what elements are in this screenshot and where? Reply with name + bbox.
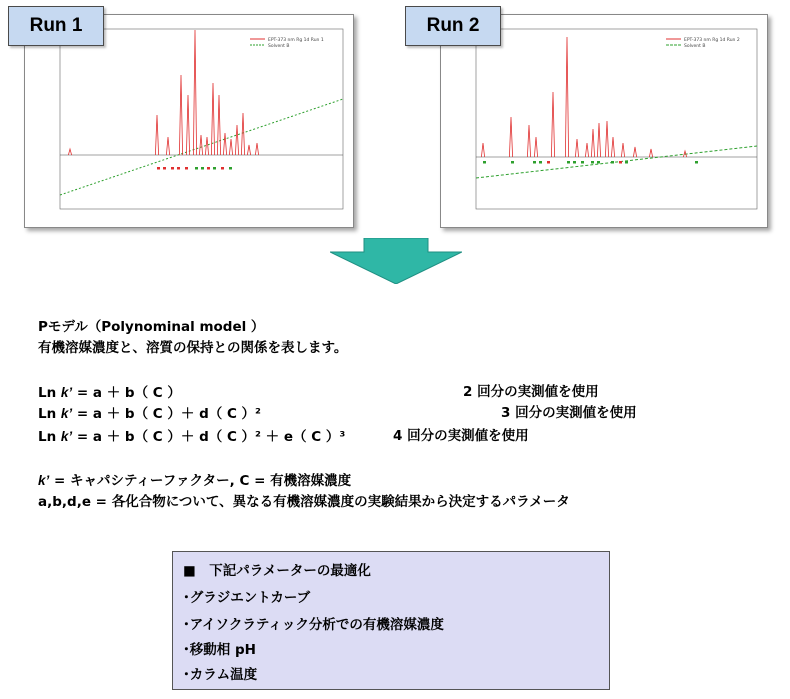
peak (193, 30, 196, 155)
peak-marker (619, 161, 622, 164)
optimization-item-gradient-curve: ･グラジエントカーブ (183, 590, 311, 606)
peak (235, 125, 238, 155)
peak (217, 95, 220, 155)
chromatogram-run1-plot (25, 15, 353, 227)
optimization-item-mobile-phase-ph: ･移動相 pH (183, 642, 256, 658)
peak-marker (229, 167, 232, 170)
legend-entry-signal: EPT-373 nm Rg 1d Run 1 (268, 38, 324, 43)
peak-marker (581, 161, 584, 164)
definition-parameters: a,b,d,e = 各化合物について、異なる有機溶媒濃度の実験結果から決定するパラメータ (38, 494, 570, 510)
equation-3-note: 4 回分の実測値を使用 (393, 428, 529, 444)
run1-label (8, 6, 104, 46)
peak-marker (533, 161, 536, 164)
optimization-box-title: ■ 下記パラメーターの最適化 (183, 563, 371, 579)
peak-marker (177, 167, 180, 170)
peak-marker (195, 167, 198, 170)
chromatogram-run2 (440, 14, 768, 228)
definition-k-rest: = キャパシティーファクター, C = 有機溶媒濃度 (49, 473, 352, 489)
peak-marker (163, 167, 166, 170)
peak (255, 143, 258, 155)
equation-2-prefix: Ln (38, 406, 61, 422)
equation-2 (38, 407, 261, 422)
peak (205, 137, 208, 155)
peak (605, 121, 608, 157)
peak (649, 149, 652, 157)
run2-label-text: Run 2 (426, 15, 480, 36)
equation-2-note: 3 回分の実測値を使用 (501, 405, 637, 421)
equation-2-rest: = a ＋ b（ C ）＋ d（ C ）² (72, 406, 261, 422)
chromatogram-run2-plot (441, 15, 767, 227)
chromatogram-run1 (24, 14, 354, 228)
definition-k-symbol: k’ (38, 473, 50, 488)
peak-marker (625, 161, 628, 164)
optimization-item-column-temperature: ･カラム温度 (183, 667, 258, 683)
peak-marker (695, 161, 698, 164)
peak (155, 115, 158, 155)
equation-3 (38, 430, 345, 445)
peak (633, 147, 636, 157)
peak (241, 113, 244, 155)
peak-marker (171, 167, 174, 170)
definition-k-c (38, 474, 351, 489)
run1-label-text: Run 1 (29, 15, 83, 36)
legend-entry-gradient: Solvent B (684, 44, 706, 49)
gradient-line (476, 146, 757, 178)
peak (597, 123, 600, 157)
peak-marker (597, 161, 600, 164)
peak (179, 75, 182, 155)
peak-marker (483, 161, 486, 164)
equation-1-prefix: Ln (38, 385, 61, 401)
peak-marker (567, 161, 570, 164)
optimization-box (172, 551, 610, 690)
peak-marker (185, 167, 188, 170)
legend-entry-signal: EPT-373 nm Rg 1d Run 2 (684, 38, 740, 43)
equation-1-note: 2 回分の実測値を使用 (463, 384, 599, 400)
peak (565, 37, 568, 157)
peaks-group (481, 37, 686, 157)
peak (211, 83, 214, 155)
peak (621, 143, 624, 157)
peak (166, 137, 169, 155)
down-arrow-icon (330, 238, 462, 284)
equation-1-rest: = a ＋ b（ C ） (72, 385, 181, 401)
peak (611, 137, 614, 157)
peak (199, 135, 202, 155)
peak (481, 143, 484, 157)
peak-marker (157, 167, 160, 170)
plot-area (476, 29, 757, 209)
model-title: Pモデル（Polynominal model ） (38, 319, 265, 335)
run2-label (405, 6, 501, 46)
peak (551, 92, 554, 157)
peak-marker (207, 167, 210, 170)
peak (186, 95, 189, 155)
peak (223, 133, 226, 155)
peak-marker (611, 161, 614, 164)
equation-1-k: k’ (60, 385, 73, 400)
peak (591, 129, 594, 157)
optimization-item-isocratic-solvent: ･アイソクラティック分析での有機溶媒濃度 (183, 617, 444, 633)
peak (575, 139, 578, 157)
peak (247, 145, 250, 155)
peak-marker (547, 161, 550, 164)
peak-markers (483, 161, 698, 164)
peaks-group (68, 30, 258, 155)
peak-marker (539, 161, 542, 164)
peak-marker (213, 167, 216, 170)
peak (509, 117, 512, 157)
peak-marker (591, 161, 594, 164)
model-description: 有機溶媒濃度と、溶質の保持との関係を表します。 (38, 340, 348, 356)
plot-area (60, 29, 343, 209)
equation-3-prefix: Ln (38, 429, 61, 445)
peak-marker (221, 167, 224, 170)
peak-markers (157, 167, 232, 170)
legend-entry-gradient: Solvent B (268, 44, 290, 49)
equation-3-k: k’ (60, 429, 73, 444)
peak (534, 137, 537, 157)
peak-marker (511, 161, 514, 164)
peak (68, 149, 71, 155)
peak (527, 125, 530, 157)
peak (585, 143, 588, 157)
equation-1 (38, 386, 181, 401)
peak-marker (201, 167, 204, 170)
peak-marker (573, 161, 576, 164)
gradient-line (60, 99, 343, 195)
equation-2-k: k’ (60, 406, 73, 421)
peak (229, 139, 232, 155)
equation-3-rest: = a ＋ b（ C ）＋ d（ C ）² ＋ e（ C ）³ (72, 429, 346, 445)
